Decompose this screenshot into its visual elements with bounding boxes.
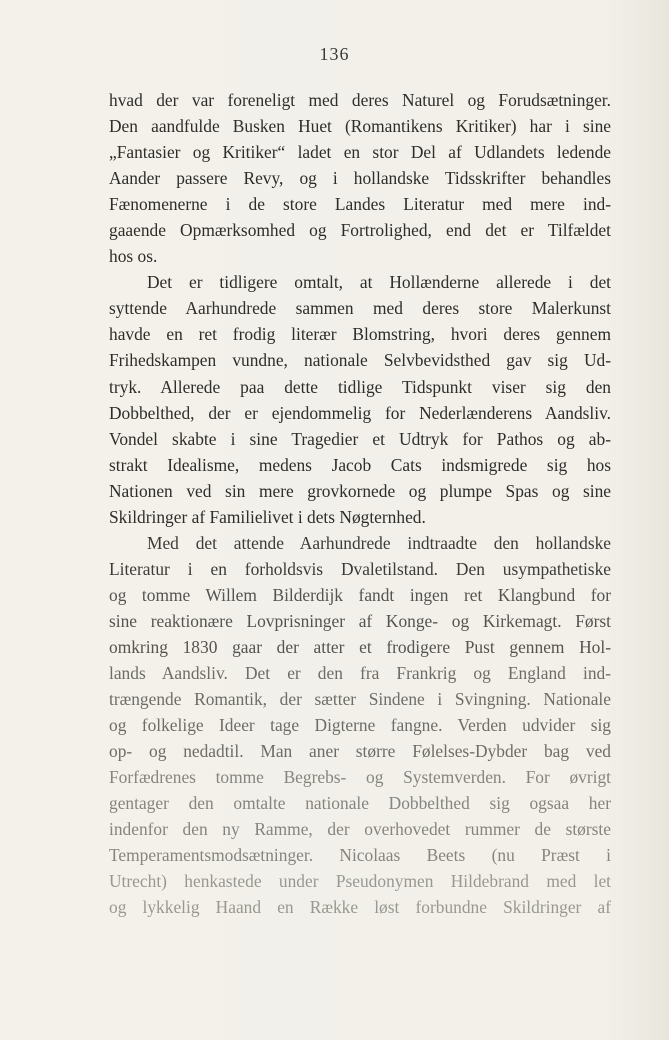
text-line: lands Aandsliv. Det er den fra Frankrig og England ind- — [109, 663, 611, 684]
body-text — [109, 87, 611, 921]
text-line: indenfor den ny Ramme, der overhovedet rummer de største — [109, 819, 611, 840]
text-line: Med det attende Aarhundrede indtraadte den hollandske — [147, 532, 611, 553]
text-line: Dobbelthed, der er ejendommelig for Nederlænderens Aandsliv. — [109, 402, 611, 423]
text-line: tryk. Allerede paa dette tidlige Tidspunkt viser sig den — [109, 376, 611, 397]
text-line: Frihedskampen vundne, nationale Selvbevidsthed gav sig Ud- — [109, 350, 611, 371]
text-line: og folkelige Ideer tage Digterne fangne. Verden udvider sig — [109, 715, 611, 736]
text-line: strakt Idealisme, medens Jacob Cats indsmigrede sig hos — [109, 454, 611, 475]
text-line: Skildringer af Familielivet i dets Nøgternhed. — [109, 506, 426, 527]
text-line: trængende Romantik, der sætter Sindene i Svingning. Nationale — [109, 689, 611, 710]
text-line: gentager den omtalte nationale Dobbelthed sig ogsaa her — [109, 793, 611, 814]
text-line: havde en ret frodig literær Blomstring, hvori deres gennem — [109, 324, 611, 345]
text-line: og lykkelig Haand en Række løst forbundne Skildringer af — [109, 897, 611, 918]
text-line: Literatur i en forholdsvis Dvaletilstand. Den usympathetiske — [109, 558, 611, 579]
text-line: syttende Aarhundrede sammen med deres store Malerkunst — [109, 298, 611, 319]
text-line: op- og nedadtil. Man aner større Følelses-Dybder bag ved — [109, 741, 611, 762]
text-line: Vondel skabte i sine Tragedier et Udtryk for Pathos og ab- — [109, 428, 611, 449]
page-number: 136 — [319, 44, 350, 64]
text-line: Aander passere Revy, og i hollandske Tidsskrifter behandles — [109, 168, 611, 189]
text-line: Fænomenerne i de store Landes Literatur med mere ind- — [109, 194, 611, 215]
text-line: Nationen ved sin mere grovkornede og plumpe Spas og sine — [109, 480, 611, 501]
text-line: Temperamentsmodsætninger. Nicolaas Beets (nu Præst i — [109, 845, 611, 866]
text-line: omkring 1830 gaar der atter et frodigere Pust gennem Hol- — [109, 636, 611, 657]
text-line: Utrecht) henkastede under Pseudonymen Hildebrand med let — [109, 871, 611, 892]
text-line: hos os. — [109, 246, 158, 267]
text-line: og tomme Willem Bilderdijk fandt ingen ret Klangbund for — [109, 584, 611, 605]
text-line: gaaende Opmærksomhed og Fortrolighed, end det er Tilfældet — [109, 220, 611, 241]
text-line: sine reaktionære Lovprisninger af Konge- og Kirkemagt. Først — [109, 610, 611, 631]
text-line: „Fantasier og Kritiker“ ladet en stor Del af Udlandets ledende — [109, 142, 611, 163]
text-line: Den aandfulde Busken Huet (Romantikens Kritiker) har i sine — [109, 116, 611, 137]
text-line: hvad der var foreneligt med deres Naturel og Forudsætninger. — [109, 90, 611, 110]
text-line: Forfædrenes tomme Begrebs- og Systemverden. For øvrigt — [109, 767, 611, 788]
text-line: Det er tidligere omtalt, at Hollænderne allerede i det — [147, 272, 611, 293]
